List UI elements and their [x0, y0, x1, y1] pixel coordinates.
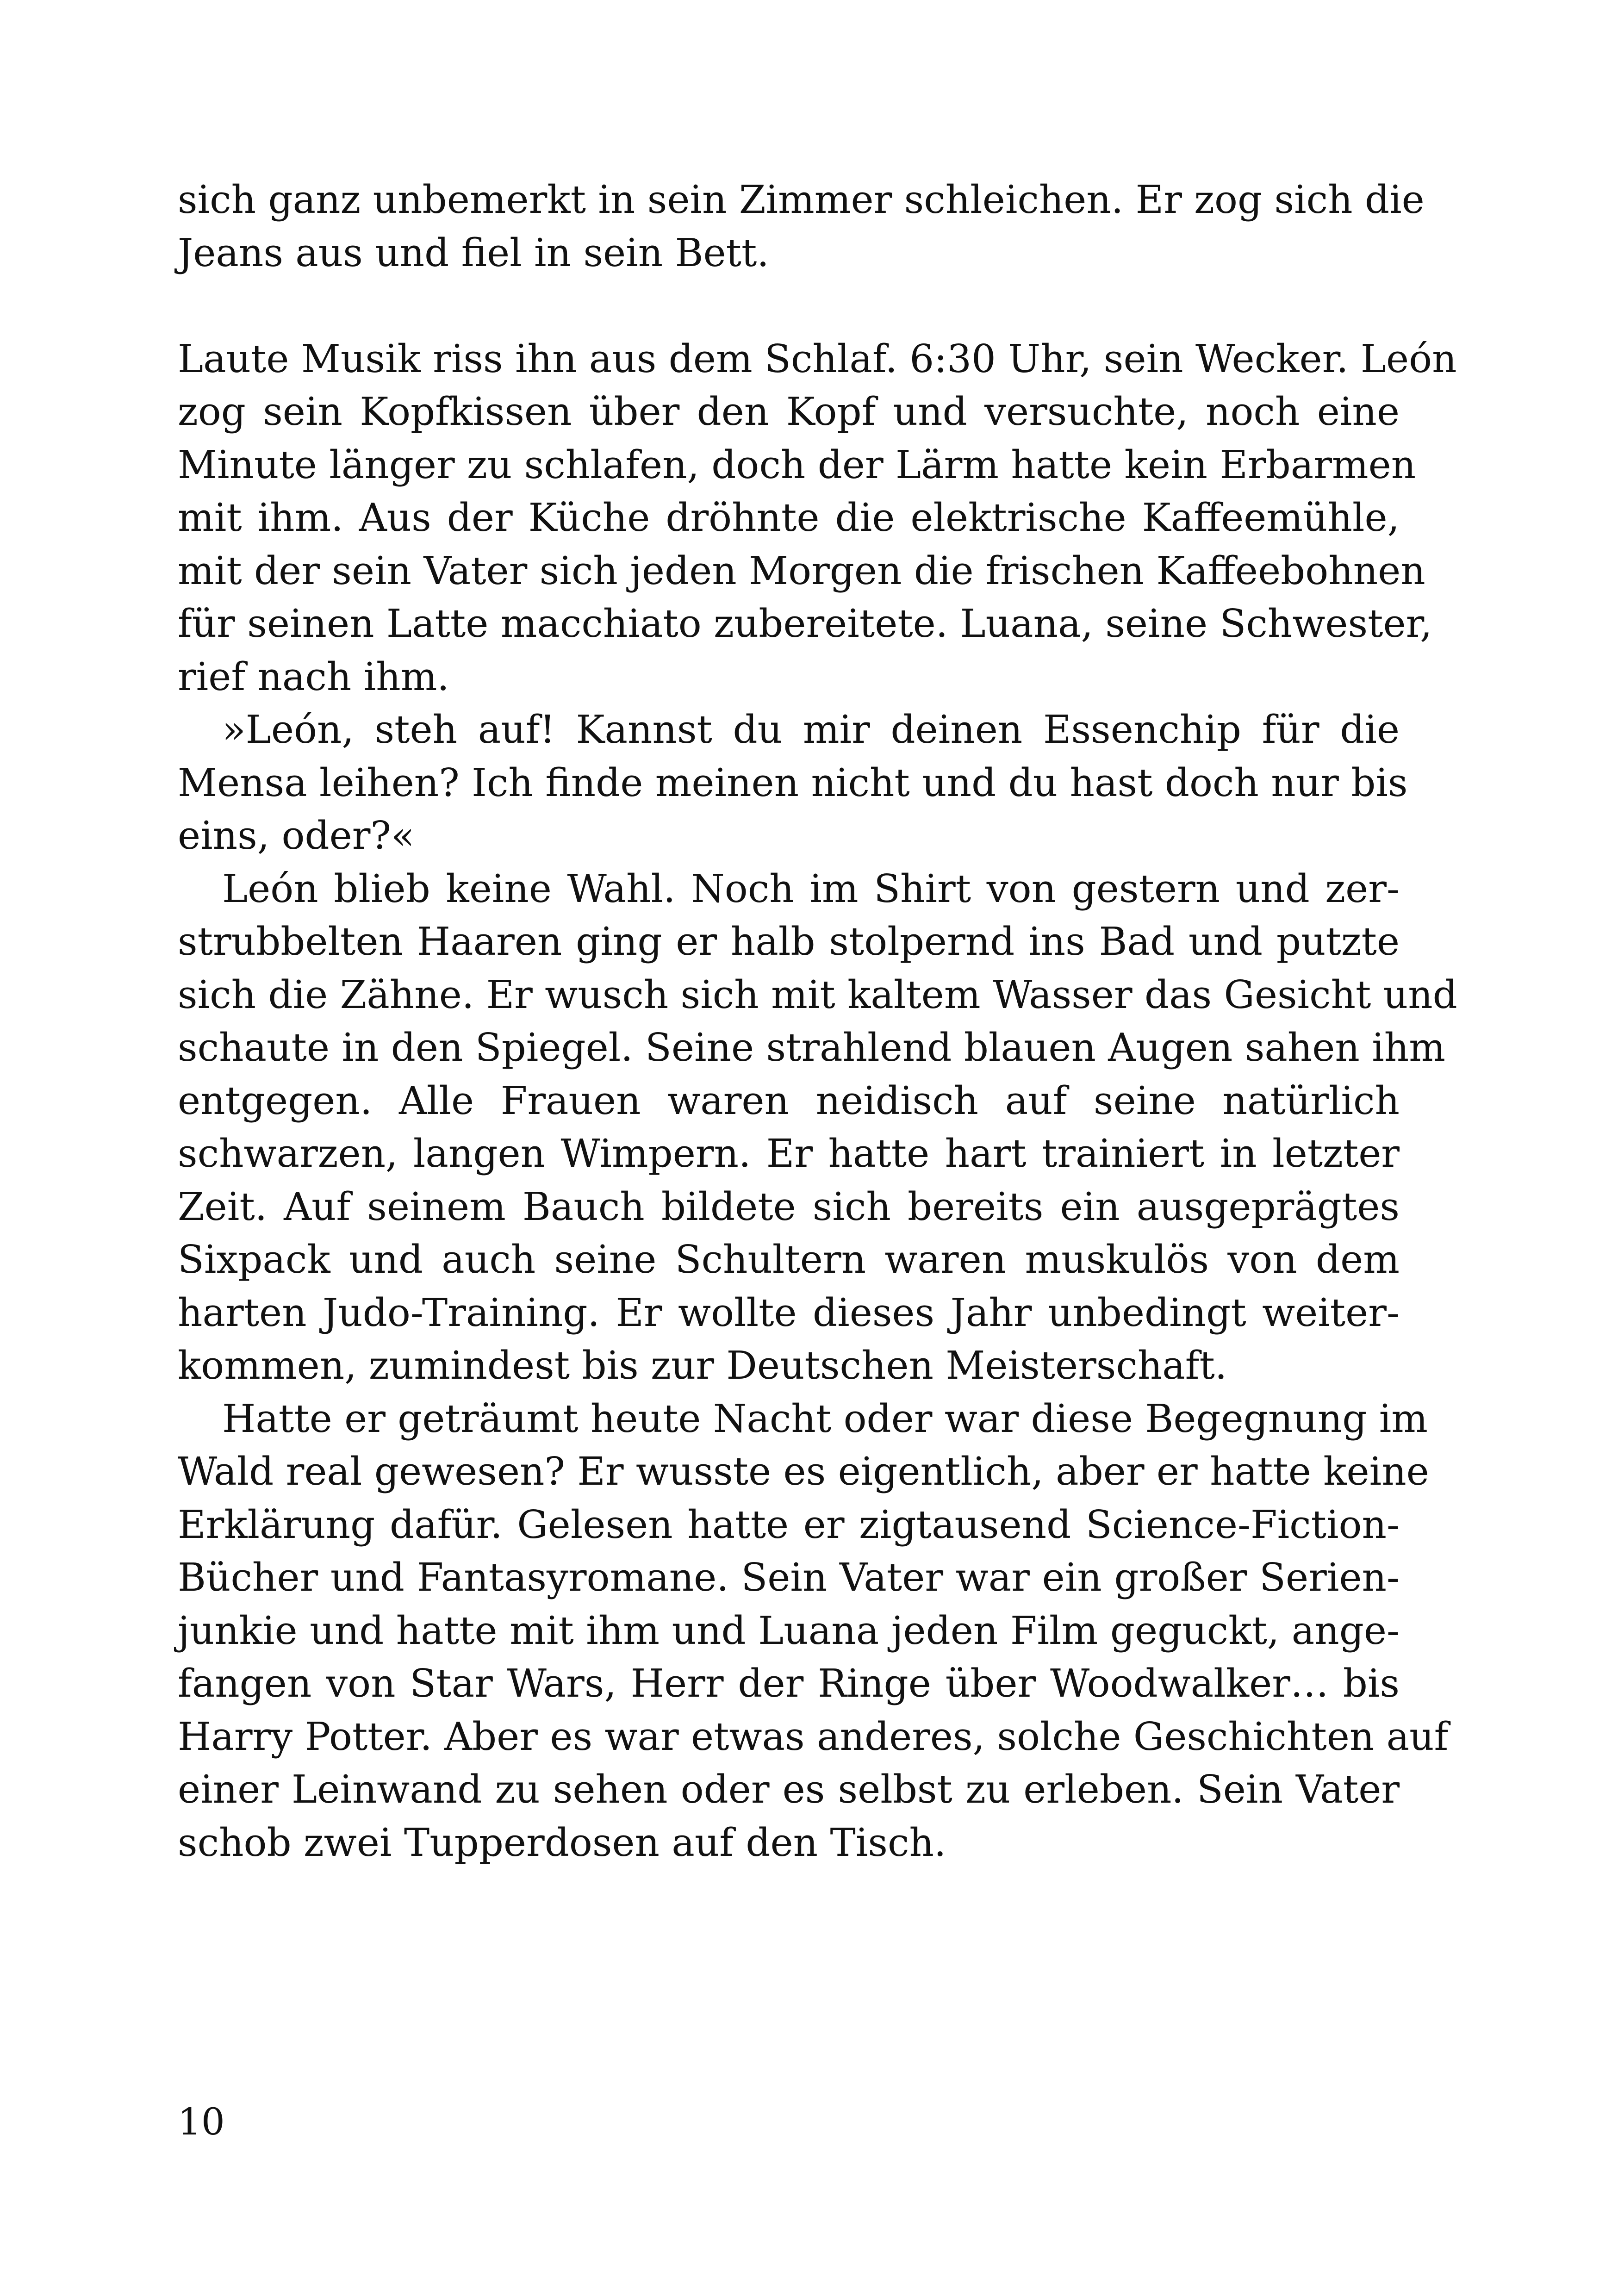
text-line: »León, steh auf! Kannst du mir deinen Essenchip für die — [222, 707, 1400, 752]
text-line: rief nach ihm. — [178, 654, 449, 699]
text-line: schwarzen, langen Wimpern. Er hatte hart trainiert in letzter — [178, 1131, 1400, 1176]
text-line: Laute Musik riss ihn aus dem Schlaf. 6:30 Uhr, sein Wecker. León — [178, 336, 1457, 381]
text-line: schaute in den Spiegel. Seine strahlend blauen Augen sahen ihm — [178, 1025, 1445, 1070]
text-line: Erklärung dafür. Gelesen hatte er zigtausend Science-Fiction- — [178, 1502, 1400, 1547]
scene-break — [178, 280, 1400, 333]
text-line: Wald real gewesen? Er wusste es eigentlich, aber er hatte keine — [178, 1449, 1429, 1494]
text-line: Zeit. Auf seinem Bauch bildete sich bereits ein ausgeprägtes — [178, 1184, 1400, 1229]
text-line: sich die Zähne. Er wusch sich mit kaltem Wasser das Gesicht und — [178, 972, 1457, 1017]
text-line: eins, oder?« — [178, 813, 415, 858]
text-line: strubbelten Haaren ging er halb stolpernd ins Bad und putzte — [178, 919, 1400, 964]
text-line: Sixpack und auch seine Schultern waren muskulös von dem — [178, 1237, 1400, 1282]
text-line: Mensa leihen? Ich finde meinen nicht und du hast doch nur bis — [178, 760, 1408, 805]
paragraph — [178, 863, 1457, 1393]
text-line: kommen, zumindest bis zur Deutschen Meisterschaft. — [178, 1343, 1227, 1388]
text-line: sich ganz unbemerkt in sein Zimmer schleichen. Er zog sich die — [178, 177, 1425, 222]
paragraph — [178, 333, 1457, 704]
text-line: entgegen. Alle Frauen waren neidisch auf seine natürlich — [178, 1078, 1400, 1123]
text-line: Minute länger zu schlafen, doch der Lärm hatte kein Erbarmen — [178, 442, 1416, 487]
text-line: junkie und hatte mit ihm und Luana jeden Film geguckt, ange- — [178, 1608, 1400, 1653]
paragraph — [178, 174, 1425, 280]
text-line: einer Leinwand zu sehen oder es selbst zu erleben. Sein Vater — [178, 1767, 1400, 1812]
text-line: zog sein Kopfkissen über den Kopf und versuchte, noch eine — [178, 389, 1400, 434]
paragraph — [178, 703, 1408, 863]
text-line: Jeans aus und fiel in sein Bett. — [178, 230, 769, 275]
text-line: Harry Potter. Aber es war etwas anderes, solche Geschichten auf — [178, 1714, 1449, 1759]
text-line: Bücher und Fantasyromane. Sein Vater war ein großer Serien- — [178, 1555, 1400, 1600]
text-line: León blieb keine Wahl. Noch im Shirt von gestern und zer- — [222, 866, 1400, 911]
page-number: 10 — [178, 2100, 225, 2143]
text-line: mit der sein Vater sich jeden Morgen die frischen Kaffeebohnen — [178, 548, 1425, 593]
text-line: für seinen Latte macchiato zubereitete. Luana, seine Schwester, — [178, 601, 1432, 646]
text-line: Hatte er geträumt heute Nacht oder war diese Begegnung im — [222, 1396, 1428, 1441]
text-line: mit ihm. Aus der Küche dröhnte die elektrische Kaffeemühle, — [178, 495, 1400, 540]
text-line: harten Judo-Training. Er wollte dieses Jahr unbedingt weiter- — [178, 1290, 1400, 1335]
paragraph — [178, 1393, 1449, 1870]
text-line: fangen von Star Wars, Herr der Ringe über Woodwalker… bis — [178, 1661, 1400, 1706]
text-line: schob zwei Tupperdosen auf den Tisch. — [178, 1820, 946, 1865]
body-text — [178, 174, 1457, 1869]
